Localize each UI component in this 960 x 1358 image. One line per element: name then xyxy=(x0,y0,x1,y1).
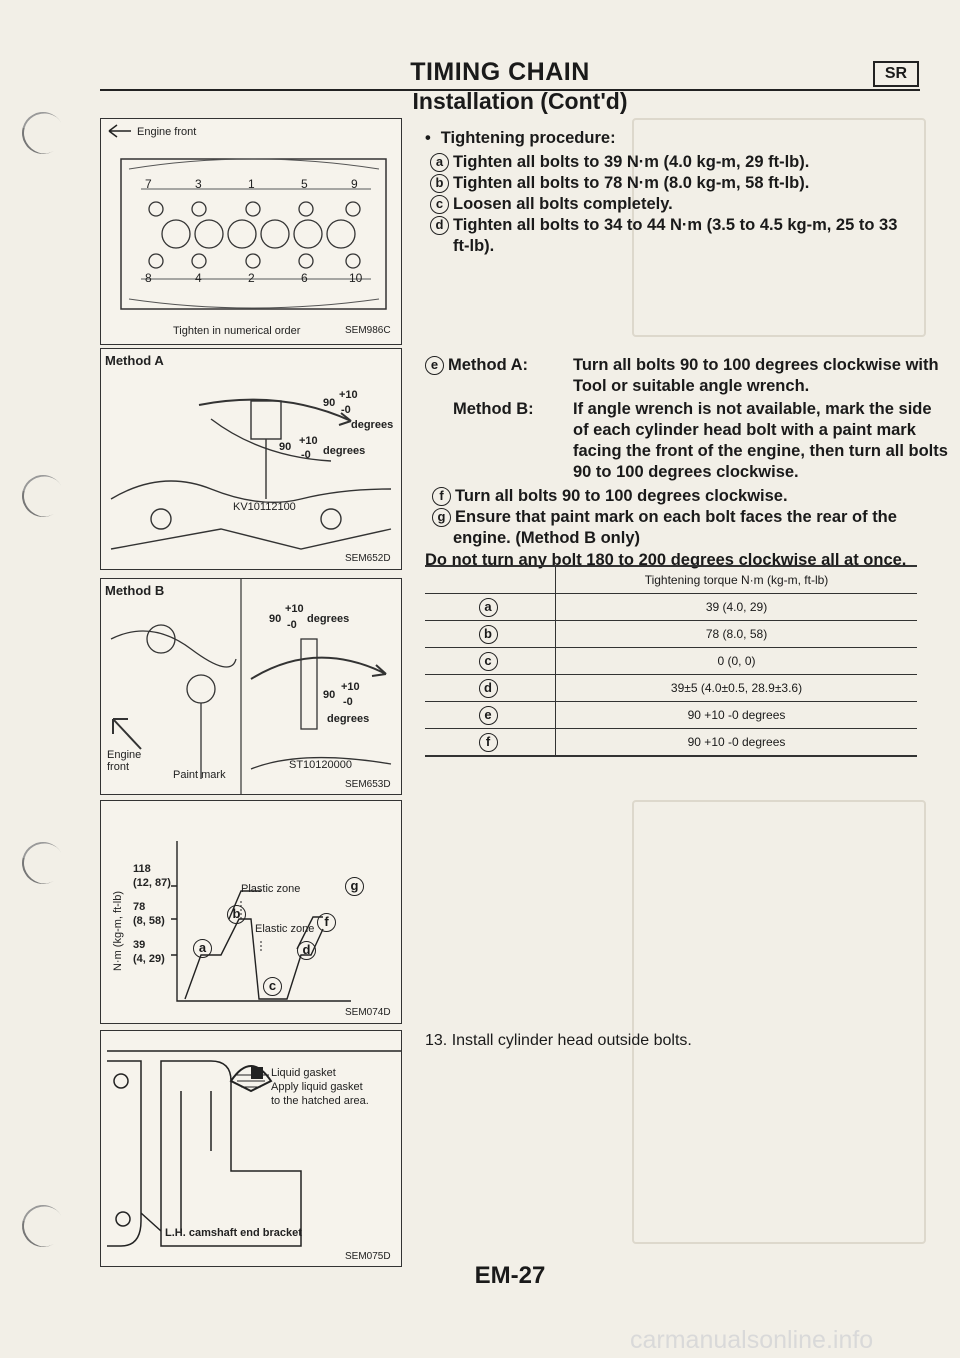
method-b-text: If angle wrench is not available, mark the side xyxy=(573,400,932,418)
step-text: Tighten all bolts to 39 N·m (4.0 kg-m, 29 ft-lb). xyxy=(453,153,810,171)
marker-a: a xyxy=(193,939,212,958)
angle-value: 90 xyxy=(279,441,292,453)
procedure-step-continued: engine. (Method B only) xyxy=(453,529,640,547)
step-marker: g xyxy=(432,508,451,527)
table-row xyxy=(425,675,917,702)
procedure-step-continued: ft-lb). xyxy=(453,237,495,255)
row-mark: d xyxy=(479,679,498,698)
procedure-step xyxy=(432,486,788,507)
liquid-gasket-title: Liquid gasket xyxy=(271,1067,336,1079)
angle-value: 90 xyxy=(323,397,336,409)
degrees-label: degrees xyxy=(327,713,370,725)
method-b-label: Method B: xyxy=(453,400,534,418)
torque-graph-figure xyxy=(100,800,402,1024)
procedure-step xyxy=(432,507,897,528)
row-value: 78 (8.0, 58) xyxy=(556,621,918,648)
step-text: Tighten all bolts to 78 N·m (8.0 kg-m, 58 ft-lb). xyxy=(453,174,810,192)
step-marker: a xyxy=(430,153,449,172)
torque-graph xyxy=(101,801,401,1023)
elastic-zone-label: Elastic zone xyxy=(255,923,315,935)
degrees-label: degrees xyxy=(323,445,366,457)
marker-b: b xyxy=(227,905,246,924)
procedure-step xyxy=(430,173,809,194)
cylinder-head-drawing xyxy=(101,119,401,344)
liquid-gasket-note: to the hatched area. xyxy=(271,1095,369,1107)
method-b-text: of each cylinder head bolt with a paint mark xyxy=(573,421,916,439)
method-a-text: Tool or suitable angle wrench. xyxy=(573,377,810,395)
method-a-label: Method A: xyxy=(448,356,529,374)
table-row xyxy=(425,648,917,675)
engine-front-label: Engine front xyxy=(107,749,142,773)
section-subtitle: Installation (Cont'd) xyxy=(412,88,628,114)
angle-tol-plus: +10 xyxy=(339,389,358,401)
method-b-text: 90 to 100 degrees clockwise. xyxy=(573,463,799,481)
watermark: carmanualsonline.info xyxy=(630,1326,874,1354)
marker-f: f xyxy=(317,913,336,932)
step-marker: e xyxy=(425,356,444,375)
figure-code: SEM653D xyxy=(345,779,391,790)
plastic-zone-label: Plastic zone xyxy=(241,883,301,895)
bolt-number: 4 xyxy=(195,271,202,285)
row-value: 90 +10 -0 degrees xyxy=(556,729,918,757)
table-header-empty xyxy=(425,566,556,594)
method-a-figure xyxy=(100,348,402,570)
step-text: Loosen all bolts completely. xyxy=(453,195,673,213)
row-value: 39 (4.0, 29) xyxy=(556,594,918,621)
figure-code: SEM986C xyxy=(345,325,391,336)
binder-hole xyxy=(14,104,71,161)
row-mark: b xyxy=(479,625,498,644)
figure-title: Method A xyxy=(105,353,164,368)
row-value: 0 (0, 0) xyxy=(556,648,918,675)
figure-code: SEM652D xyxy=(345,553,391,564)
procedure-step xyxy=(430,194,673,215)
step-marker: c xyxy=(430,195,449,214)
row-value: 39±5 (4.0±0.5, 28.9±3.6) xyxy=(556,675,918,702)
bolt-number: 5 xyxy=(301,177,308,191)
step-text: Tighten all bolts to 34 to 44 N·m (3.5 to 4.5 kg-m, 25 to 33 xyxy=(453,216,898,234)
table-header: Tightening torque N·m (kg-m, ft-lb) xyxy=(556,566,918,594)
procedure-heading-row xyxy=(425,128,616,149)
method-b-figure xyxy=(100,578,402,795)
tool-number: ST10120000 xyxy=(289,759,352,771)
binder-hole xyxy=(14,834,71,891)
figure-caption: Tighten in numerical order xyxy=(173,325,301,337)
table-row xyxy=(425,594,917,621)
bolt-number: 1 xyxy=(248,177,255,191)
paint-mark-label: Paint mark xyxy=(173,769,226,781)
bolt-number: 2 xyxy=(248,271,255,285)
degrees-label: degrees xyxy=(351,419,394,431)
binder-hole xyxy=(14,467,71,524)
angle-tol-minus: -0 xyxy=(343,696,353,708)
marker-c: c xyxy=(263,977,282,996)
angle-tol-minus: -0 xyxy=(341,404,351,416)
y-tick-sub: (8, 58) xyxy=(133,915,165,927)
torque-table xyxy=(425,565,917,757)
bleed-through-box xyxy=(632,800,926,1244)
row-mark: e xyxy=(479,706,498,725)
camshaft-bracket-figure xyxy=(100,1030,402,1267)
angle-tol-plus: +10 xyxy=(285,603,304,615)
row-mark: f xyxy=(479,733,498,752)
row-mark: c xyxy=(479,652,498,671)
step-marker: f xyxy=(432,487,451,506)
step-marker: b xyxy=(430,174,449,193)
method-a-row xyxy=(425,355,528,376)
bolt-number: 3 xyxy=(195,177,202,191)
degrees-label: degrees xyxy=(307,613,350,625)
page-title: TIMING CHAIN xyxy=(410,58,590,86)
row-mark: a xyxy=(479,598,498,617)
bolt-number: 10 xyxy=(349,271,363,285)
bolt-number: 7 xyxy=(145,177,152,191)
angle-value: 90 xyxy=(269,613,282,625)
bracket-label: L.H. camshaft end bracket xyxy=(165,1227,302,1239)
marker-d: d xyxy=(297,941,316,960)
page-number: EM-27 xyxy=(474,1262,546,1289)
procedure-heading: Tightening procedure: xyxy=(440,129,616,147)
liquid-gasket-note: Apply liquid gasket xyxy=(271,1081,363,1093)
binder-hole xyxy=(14,1197,71,1254)
bolt-number: 9 xyxy=(351,177,358,191)
angle-tol-minus: -0 xyxy=(287,619,297,631)
angle-value: 90 xyxy=(323,689,336,701)
step-text: Turn all bolts 90 to 100 degrees clockwise. xyxy=(455,487,788,505)
step-marker: d xyxy=(430,216,449,235)
y-axis-label: N·m (kg-m, ft-lb) xyxy=(112,890,124,972)
step-13-text: 13. Install cylinder head outside bolts. xyxy=(425,1032,692,1049)
y-tick-value: 39 xyxy=(133,939,146,951)
y-tick-sub: (12, 87) xyxy=(133,877,171,889)
engine-front-label: Engine front xyxy=(137,126,197,138)
figure-code: SEM075D xyxy=(345,1251,391,1262)
method-a-text: Turn all bolts 90 to 100 degrees clockwise with xyxy=(573,356,939,374)
angle-tol-minus: -0 xyxy=(301,449,311,461)
angle-tol-plus: +10 xyxy=(299,435,318,447)
procedure-step xyxy=(430,215,897,236)
table-row xyxy=(425,621,917,648)
table-row xyxy=(425,729,917,757)
procedure-step xyxy=(430,152,809,173)
y-tick-value: 118 xyxy=(133,863,151,875)
marker-g: g xyxy=(345,877,364,896)
y-tick-sub: (4, 29) xyxy=(133,953,165,965)
angle-wrench-drawing xyxy=(101,349,401,569)
angle-tol-plus: +10 xyxy=(341,681,360,693)
table-row xyxy=(425,702,917,729)
table-header-row xyxy=(425,566,917,594)
bolt-number: 6 xyxy=(301,271,308,285)
engine-badge: SR xyxy=(873,61,919,87)
warning-text: Do not turn any bolt 180 to 200 degrees clockwise all at once. xyxy=(425,551,907,569)
bullet: • xyxy=(425,129,431,147)
step-text: Ensure that paint mark on each bolt faces the rear of the xyxy=(455,508,897,526)
bolt-order-figure xyxy=(100,118,402,345)
y-tick-value: 78 xyxy=(133,901,146,913)
bolt-number: 8 xyxy=(145,271,152,285)
figure-code: SEM074D xyxy=(345,1007,391,1018)
row-value: 90 +10 -0 degrees xyxy=(556,702,918,729)
tool-number: KV10112100 xyxy=(233,501,296,513)
method-b-text: facing the front of the engine, then turn all bolts xyxy=(573,442,948,460)
figure-title: Method B xyxy=(105,583,165,598)
